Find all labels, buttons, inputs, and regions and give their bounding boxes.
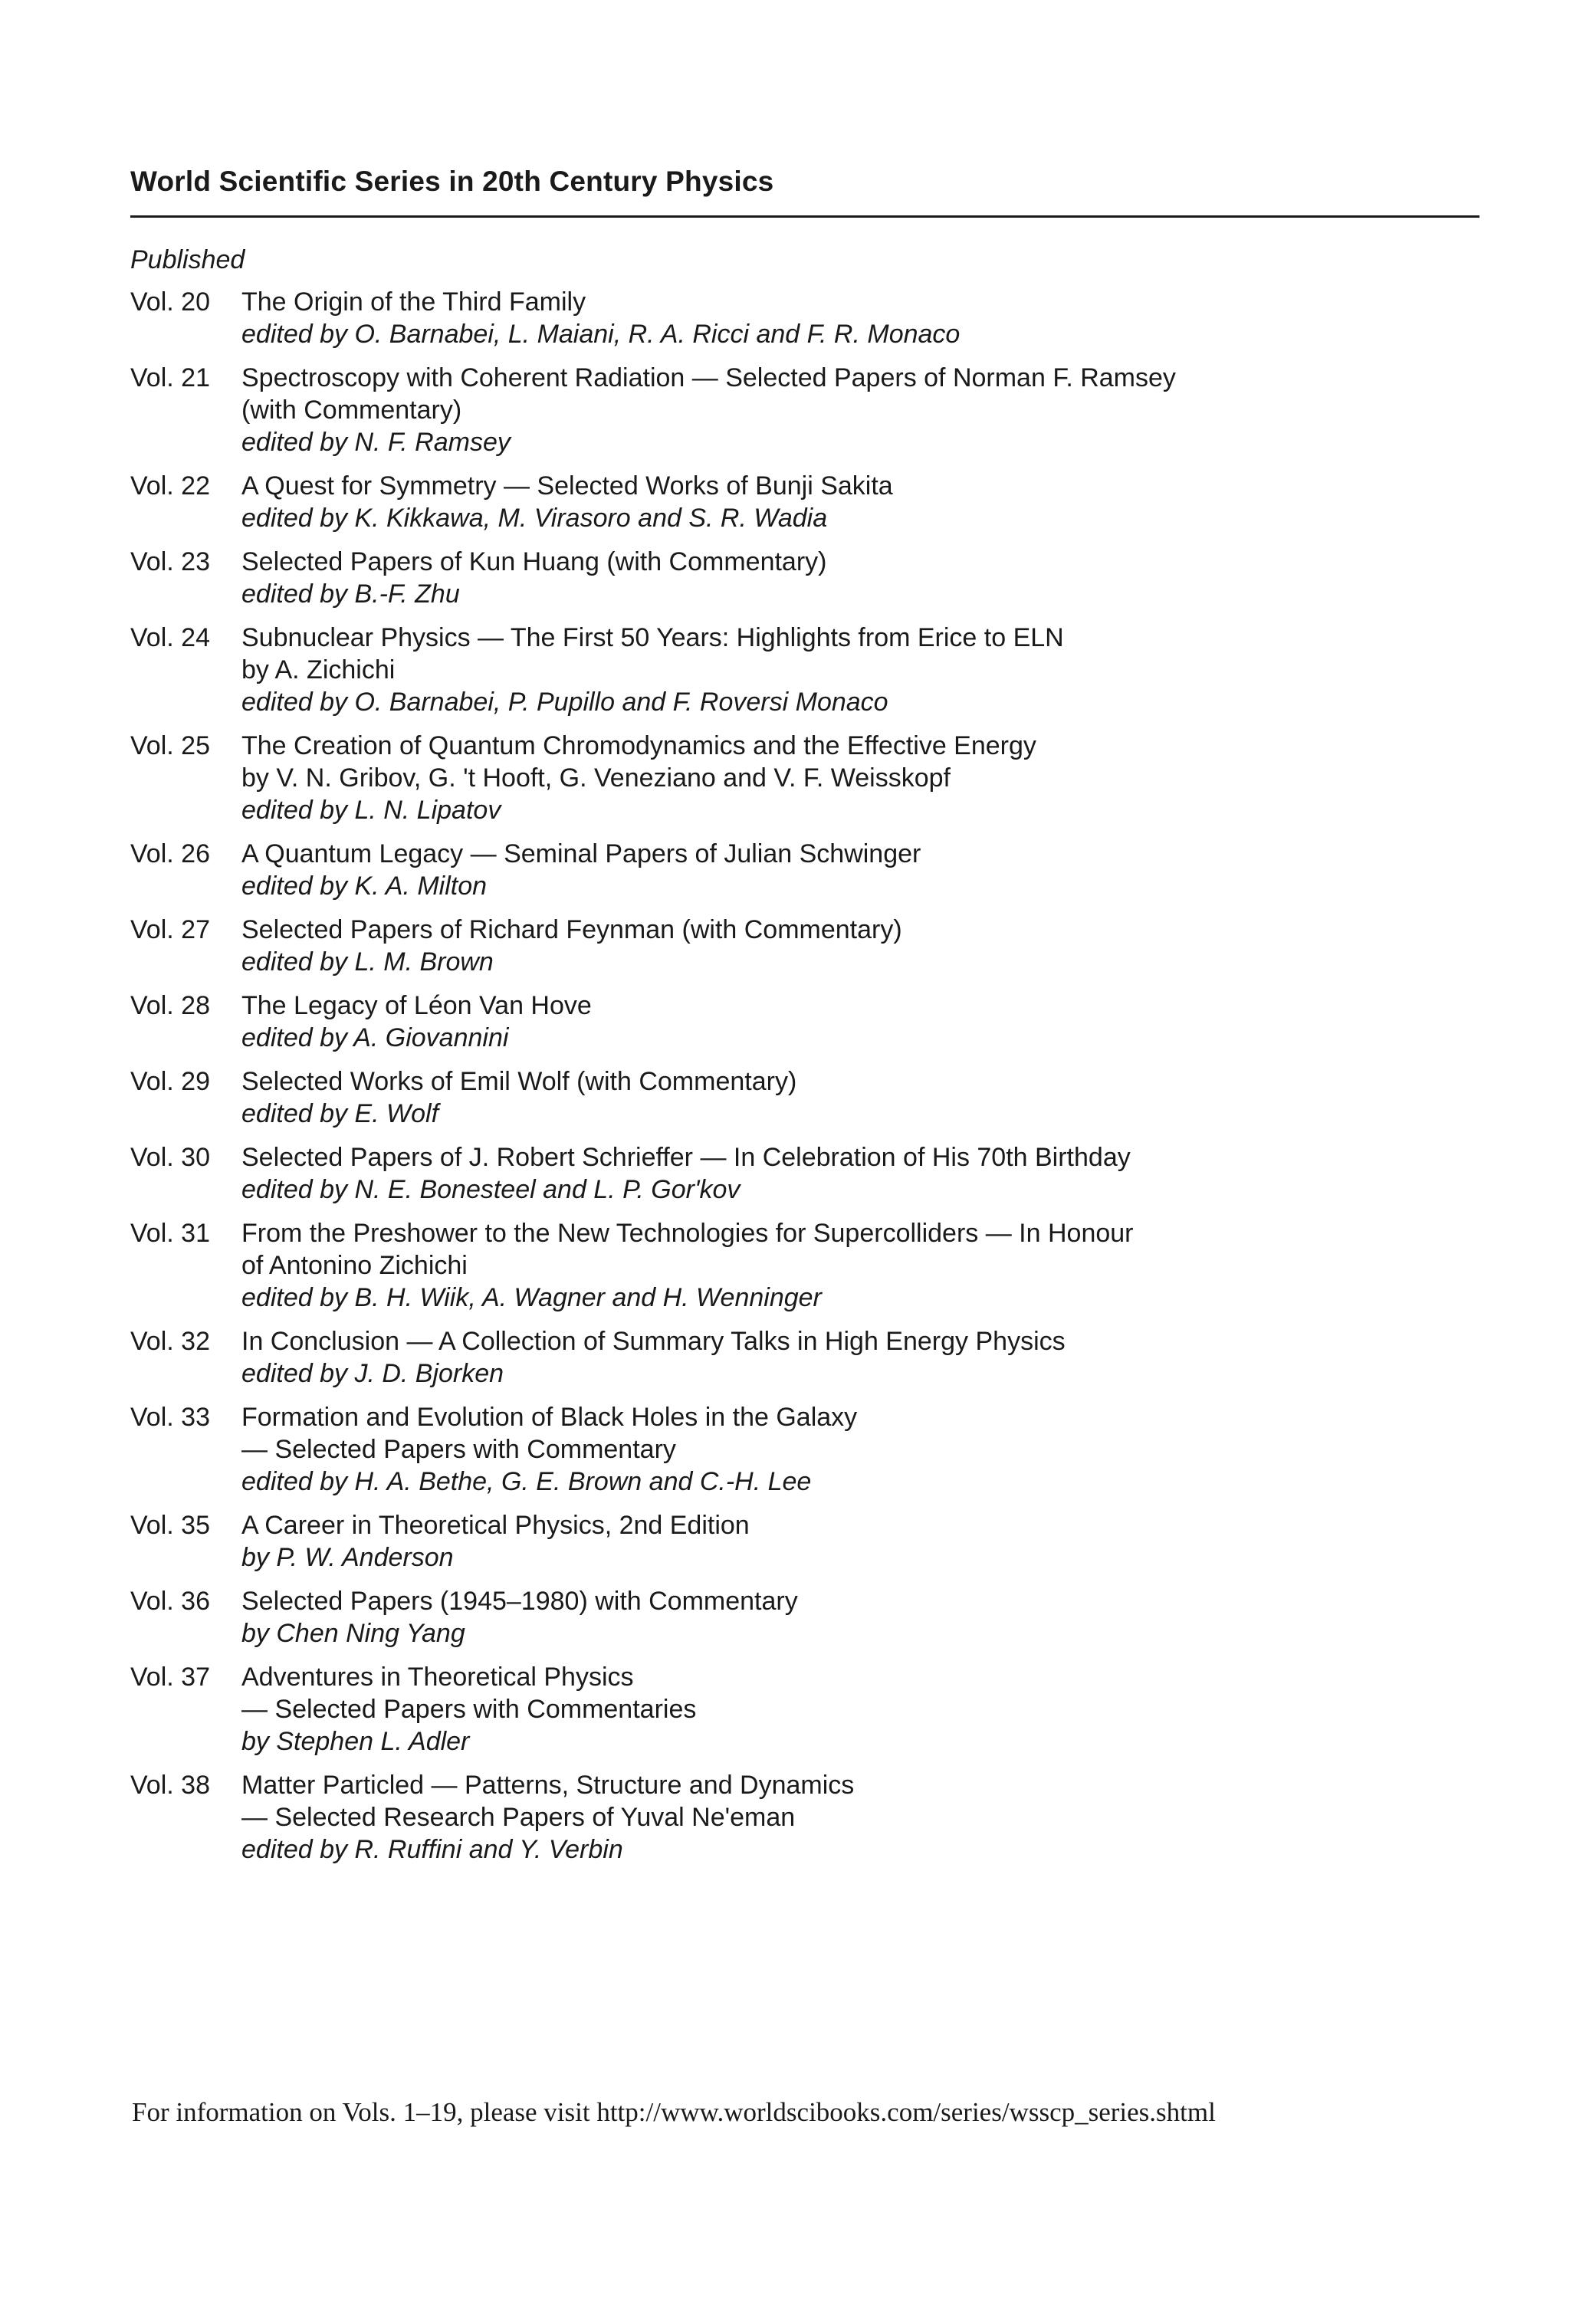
section-label-published: Published xyxy=(130,245,245,274)
volume-details xyxy=(241,1141,1433,1206)
volume-details xyxy=(241,1217,1433,1314)
volume-title-line: Selected Papers (1945–1980) with Commentary xyxy=(241,1587,798,1616)
volume-number: Vol. 36 xyxy=(130,1587,210,1616)
header-rule xyxy=(130,215,1479,218)
volume-title-line: A Career in Theoretical Physics, 2nd Edition xyxy=(241,1511,750,1540)
volume-number: Vol. 35 xyxy=(130,1511,210,1540)
volume-title-line: Selected Papers of Richard Feynman (with Commentary) xyxy=(241,915,902,944)
volume-entry xyxy=(130,362,1433,458)
volume-entry xyxy=(130,1401,1433,1498)
volume-number: Vol. 27 xyxy=(130,915,210,944)
volume-credit: edited by K. Kikkawa, M. Virasoro and S. R. Wadia xyxy=(241,504,828,533)
volume-entry xyxy=(130,1065,1433,1130)
volume-credit: edited by O. Barnabei, P. Pupillo and F. Roversi Monaco xyxy=(241,688,888,717)
volume-entry xyxy=(130,1325,1433,1390)
volume-number: Vol. 38 xyxy=(130,1771,210,1800)
volume-details xyxy=(241,546,1433,610)
volume-title-line: In Conclusion — A Collection of Summary Talks in High Energy Physics xyxy=(241,1327,1066,1356)
volume-credit: by Chen Ning Yang xyxy=(241,1619,465,1648)
volume-credit: edited by B. H. Wiik, A. Wagner and H. Wenninger xyxy=(241,1283,822,1312)
volume-number: Vol. 23 xyxy=(130,547,210,576)
volume-details xyxy=(241,1585,1433,1650)
volume-entry xyxy=(130,1661,1433,1758)
volume-title-line: by A. Zichichi xyxy=(241,655,396,684)
volume-title-line: by V. N. Gribov, G. 't Hooft, G. Veneziano and V. F. Weisskopf xyxy=(241,763,951,793)
volume-title-line: Selected Papers of J. Robert Schrieffer — In Celebration of His 70th Birthday xyxy=(241,1143,1131,1172)
volume-entry xyxy=(130,1141,1433,1206)
volume-title-line: The Origin of the Third Family xyxy=(241,287,586,317)
volume-number: Vol. 21 xyxy=(130,363,210,392)
volume-entry xyxy=(130,470,1433,534)
volume-list xyxy=(130,286,1433,1877)
volume-number: Vol. 32 xyxy=(130,1327,210,1356)
volume-title-line: Selected Papers of Kun Huang (with Commentary) xyxy=(241,547,827,576)
volume-credit: by P. W. Anderson xyxy=(241,1543,454,1572)
volume-number: Vol. 26 xyxy=(130,839,210,868)
volume-number: Vol. 25 xyxy=(130,731,210,760)
volume-title-line: From the Preshower to the New Technologies for Supercolliders — In Honour xyxy=(241,1219,1134,1248)
volume-title-line: — Selected Papers with Commentary xyxy=(241,1435,676,1464)
volume-title-line: The Legacy of Léon Van Hove xyxy=(241,991,592,1020)
volume-title-line: of Antonino Zichichi xyxy=(241,1251,468,1280)
volume-entry xyxy=(130,286,1433,350)
volume-number: Vol. 37 xyxy=(130,1663,210,1692)
volume-details xyxy=(241,1401,1433,1498)
volume-title-line: — Selected Research Papers of Yuval Ne'eman xyxy=(241,1803,796,1832)
volume-credit: edited by L. N. Lipatov xyxy=(241,796,501,825)
volume-credit: edited by R. Ruffini and Y. Verbin xyxy=(241,1835,623,1864)
volume-title-line: The Creation of Quantum Chromodynamics and the Effective Energy xyxy=(241,731,1036,760)
volume-credit: edited by L. M. Brown xyxy=(241,947,494,977)
volume-title-line: Spectroscopy with Coherent Radiation — Selected Papers of Norman F. Ramsey xyxy=(241,363,1176,392)
volume-details xyxy=(241,286,1433,350)
volume-details xyxy=(241,914,1433,978)
volume-title-line: Subnuclear Physics — The First 50 Years: Highlights from Erice to ELN xyxy=(241,623,1064,652)
volume-number: Vol. 33 xyxy=(130,1403,210,1432)
volume-entry xyxy=(130,838,1433,902)
volume-number: Vol. 31 xyxy=(130,1219,210,1248)
volume-title-line: A Quantum Legacy — Seminal Papers of Julian Schwinger xyxy=(241,839,921,868)
volume-title-line: Formation and Evolution of Black Holes in the Galaxy xyxy=(241,1403,858,1432)
volume-credit: edited by E. Wolf xyxy=(241,1099,439,1128)
volume-entry xyxy=(130,1585,1433,1650)
volume-title-line: — Selected Papers with Commentaries xyxy=(241,1695,697,1724)
volume-entry xyxy=(130,990,1433,1054)
volume-credit: edited by A. Giovannini xyxy=(241,1023,509,1052)
footer-note: For information on Vols. 1–19, please visit http://www.worldscibooks.com/series/wsscp_series.shtml xyxy=(132,2097,1216,2127)
volume-title-line: Matter Particled — Patterns, Structure and Dynamics xyxy=(241,1771,855,1800)
volume-credit: edited by B.-F. Zhu xyxy=(241,579,460,609)
volume-details xyxy=(241,730,1433,826)
volume-title-line: Selected Works of Emil Wolf (with Commentary) xyxy=(241,1067,797,1096)
volume-details xyxy=(241,1509,1433,1574)
volume-credit: edited by J. D. Bjorken xyxy=(241,1359,504,1388)
volume-entry xyxy=(130,622,1433,718)
volume-entry xyxy=(130,1509,1433,1574)
volume-credit: edited by O. Barnabei, L. Maiani, R. A. Ricci and F. R. Monaco xyxy=(241,320,961,349)
volume-details xyxy=(241,470,1433,534)
volume-details xyxy=(241,1065,1433,1130)
volume-number: Vol. 30 xyxy=(130,1143,210,1172)
volume-entry xyxy=(130,730,1433,826)
volume-number: Vol. 28 xyxy=(130,991,210,1020)
volume-number: Vol. 22 xyxy=(130,471,210,501)
volume-number: Vol. 29 xyxy=(130,1067,210,1096)
volume-title-line: A Quest for Symmetry — Selected Works of Bunji Sakita xyxy=(241,471,893,501)
volume-credit: edited by H. A. Bethe, G. E. Brown and C.-H. Lee xyxy=(241,1467,812,1496)
volume-details xyxy=(241,1769,1433,1866)
volume-number: Vol. 24 xyxy=(130,623,210,652)
volume-credit: edited by N. F. Ramsey xyxy=(241,428,511,457)
volume-entry xyxy=(130,546,1433,610)
volume-entry xyxy=(130,1769,1433,1866)
volume-details xyxy=(241,838,1433,902)
series-title: World Scientific Series in 20th Century Physics xyxy=(130,166,774,197)
volume-entry xyxy=(130,1217,1433,1314)
volume-details xyxy=(241,1325,1433,1390)
volume-credit: edited by N. E. Bonesteel and L. P. Gor'kov xyxy=(241,1175,741,1204)
volume-credit: by Stephen L. Adler xyxy=(241,1727,470,1756)
volume-details xyxy=(241,1661,1433,1758)
volume-credit: edited by K. A. Milton xyxy=(241,872,488,901)
volume-details xyxy=(241,622,1433,718)
volume-entry xyxy=(130,914,1433,978)
volume-details xyxy=(241,362,1433,458)
volume-title-line: (with Commentary) xyxy=(241,396,462,425)
volume-title-line: Adventures in Theoretical Physics xyxy=(241,1663,634,1692)
volume-number: Vol. 20 xyxy=(130,287,210,317)
volume-details xyxy=(241,990,1433,1054)
